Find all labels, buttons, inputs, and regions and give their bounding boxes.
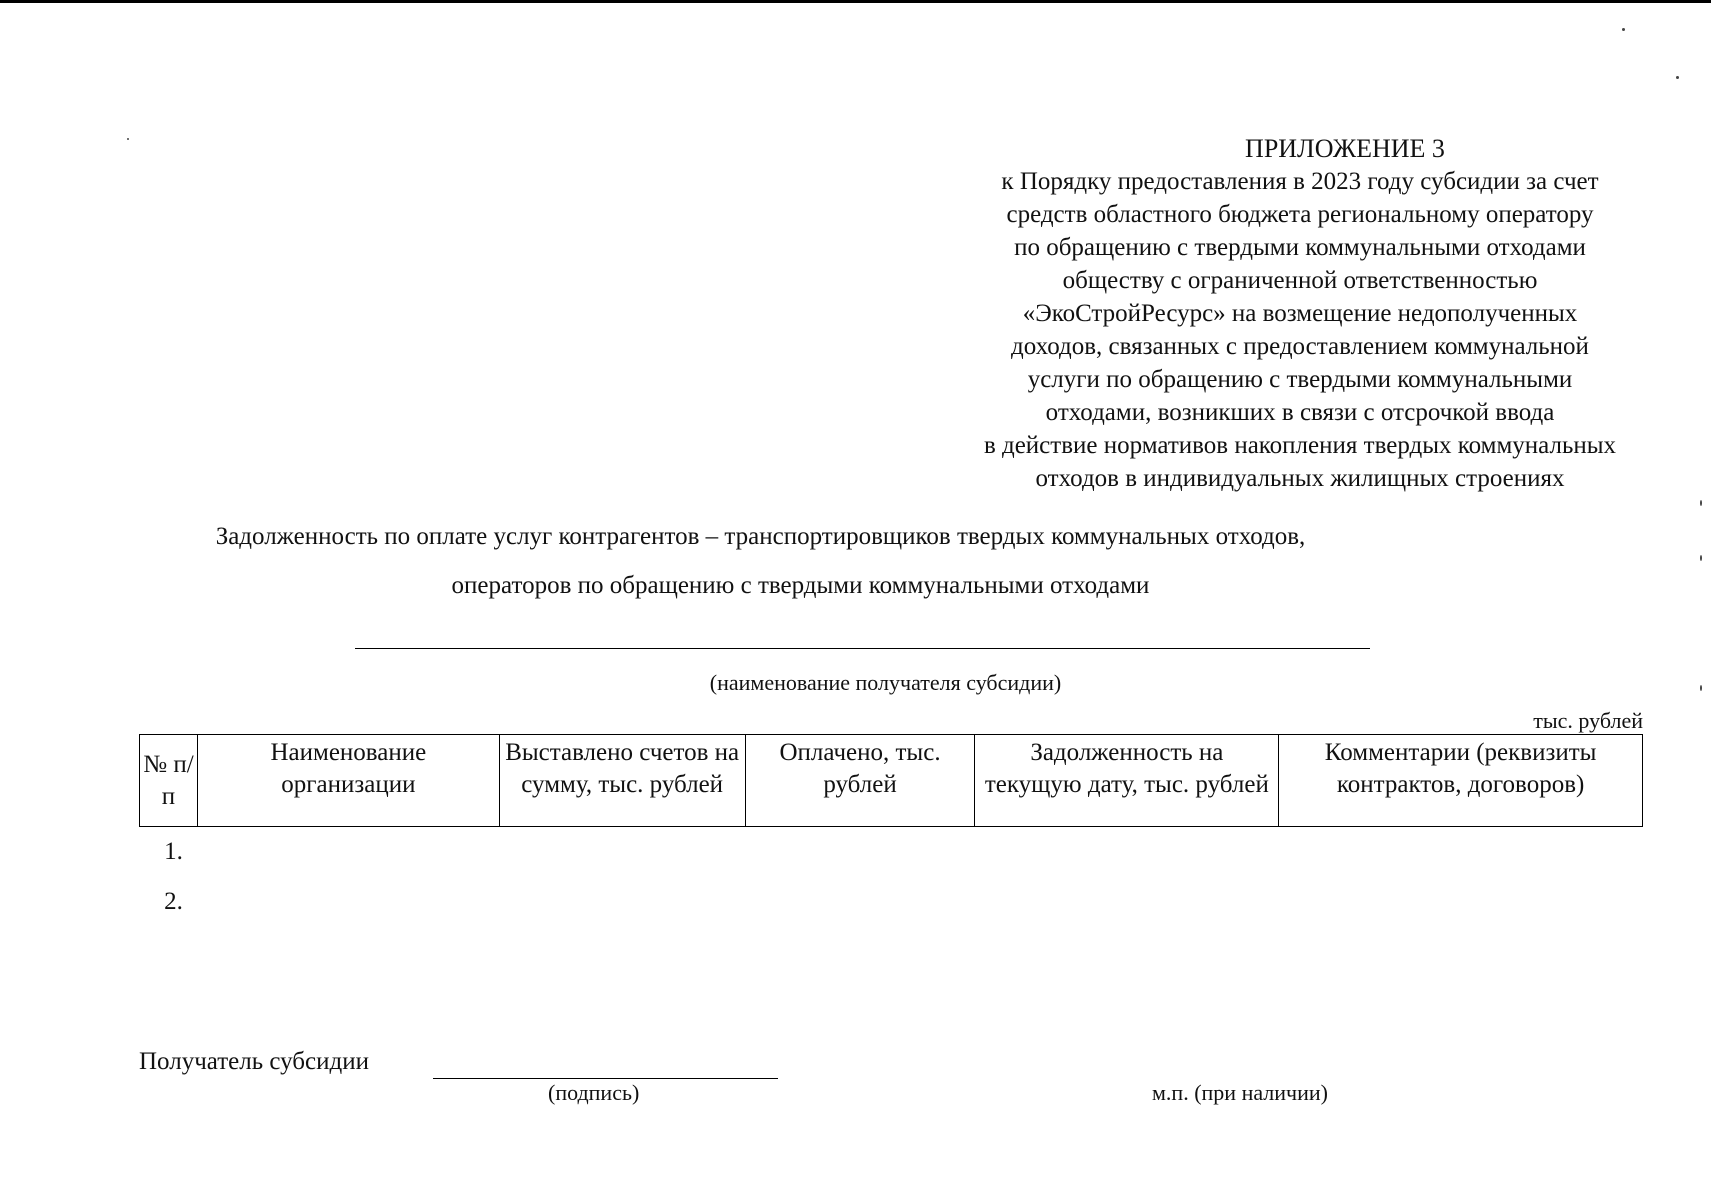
table-row xyxy=(140,827,1643,878)
appendix-line: отходов в индивидуальных жилищных строениях xyxy=(1035,465,1565,492)
signature-line xyxy=(433,1078,778,1079)
recipient-name-line xyxy=(355,648,1370,649)
scan-speck xyxy=(1622,28,1625,31)
scan-speck xyxy=(1700,500,1702,506)
row-cell xyxy=(1279,877,1643,927)
signature-caption: (подпись) xyxy=(548,1080,640,1105)
scan-speck xyxy=(127,138,129,140)
row-cell xyxy=(499,827,745,878)
header-debt: Задолженность на текущую дату, тыс. рублей xyxy=(975,735,1279,827)
page-top-border xyxy=(0,0,1711,3)
scan-speck xyxy=(1676,76,1679,79)
stamp-caption: м.п. (при наличии) xyxy=(1152,1080,1328,1105)
debt-table xyxy=(139,734,1643,927)
row-number: 1. xyxy=(164,838,183,865)
appendix-line: доходов, связанных с предоставлением коммунальной xyxy=(1011,333,1589,360)
appendix-line: обществу с ограниченной ответственностью xyxy=(1062,267,1538,294)
scan-speck xyxy=(1700,555,1702,561)
row-cell xyxy=(975,877,1279,927)
row-cell xyxy=(745,877,975,927)
header-organization: Наименование организации xyxy=(197,735,499,827)
row-cell xyxy=(745,827,975,878)
row-cell xyxy=(197,877,499,927)
appendix-title: ПРИЛОЖЕНИЕ 3 xyxy=(1245,134,1445,163)
scan-speck xyxy=(1700,685,1702,691)
appendix-line: «ЭкоСтройРесурс» на возмещение недополученных xyxy=(1022,300,1578,327)
signature-label: Получатель субсидии xyxy=(139,1048,369,1075)
row-cell xyxy=(499,877,745,927)
table-header-row xyxy=(140,735,1643,827)
document-title-line-2: операторов по обращению с твердыми коммунальными отходами xyxy=(451,572,1150,599)
row-cell xyxy=(197,827,499,878)
appendix-line: отходами, возникших в связи с отсрочкой ввода xyxy=(1045,399,1555,426)
appendix-line: в действие нормативов накопления твердых коммунальных xyxy=(983,432,1617,459)
table-row xyxy=(140,877,1643,927)
header-comments: Комментарии (реквизиты контрактов, договоров) xyxy=(1279,735,1643,827)
appendix-line: услуги по обращению с твердыми коммунальными xyxy=(1027,366,1573,393)
appendix-header xyxy=(900,132,1700,495)
recipient-caption: (наименование получателя субсидии) xyxy=(709,670,1062,695)
row-cell xyxy=(975,827,1279,878)
document-title-line-1: Задолженность по оплате услуг контрагентов – транспортировщиков твердых коммунальных отходов, xyxy=(215,523,1306,550)
row-cell xyxy=(1279,827,1643,878)
appendix-line: к Порядку предоставления в 2023 году субсидии за счет xyxy=(1001,168,1599,195)
header-number: № п/п xyxy=(140,735,198,827)
header-invoiced: Выставлено счетов на сумму, тыс. рублей xyxy=(499,735,745,827)
units-label: тыс. рублей xyxy=(1533,708,1643,733)
header-paid: Оплачено, тыс. рублей xyxy=(745,735,975,827)
row-number: 2. xyxy=(164,888,183,915)
appendix-line: средств областного бюджета региональному оператору xyxy=(1006,201,1594,228)
appendix-line: по обращению с твердыми коммунальными отходами xyxy=(1014,234,1586,261)
